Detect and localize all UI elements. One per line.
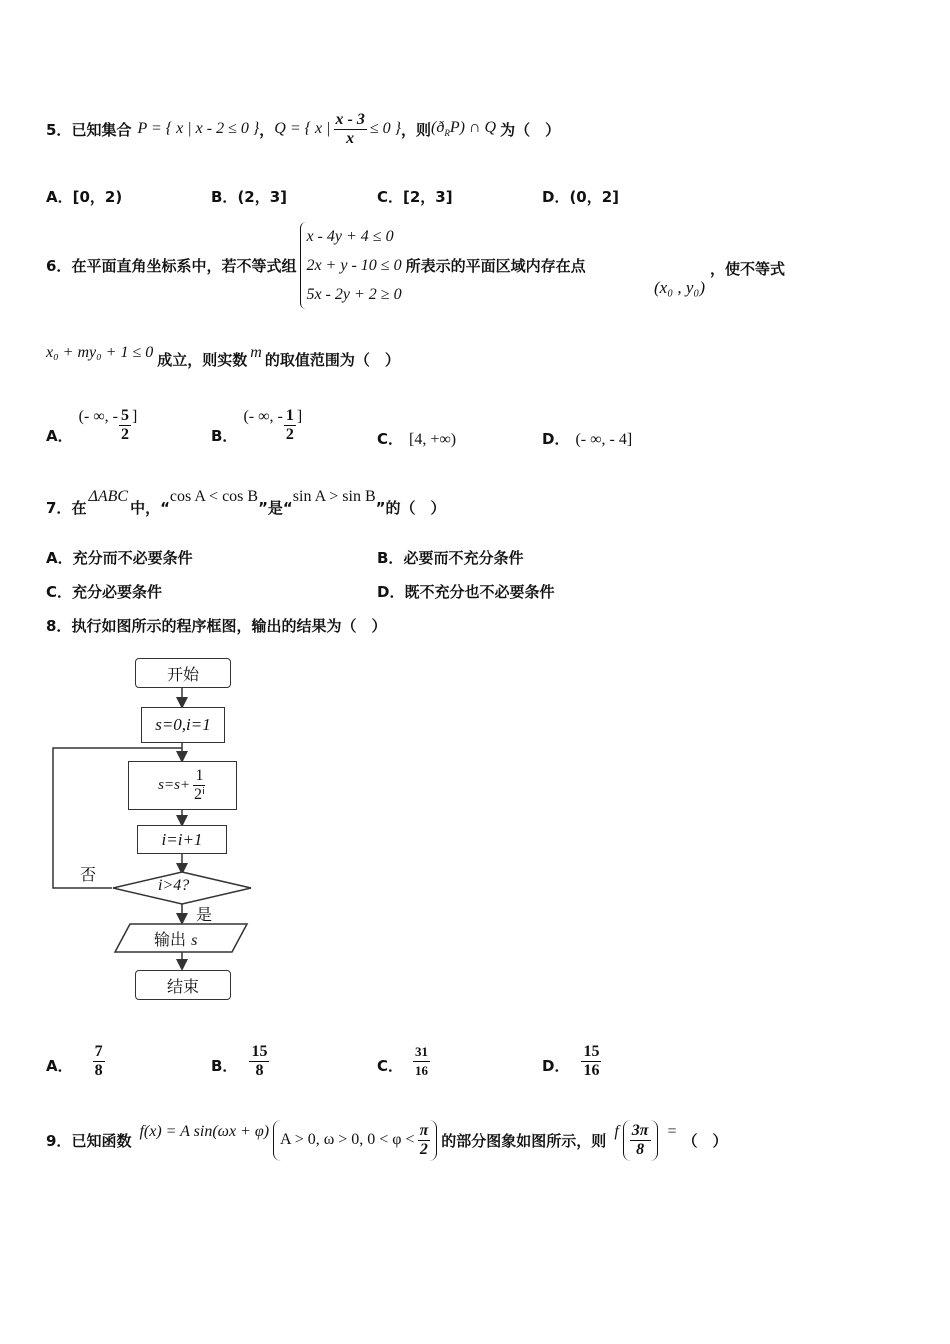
frac-num: 15	[583, 1043, 600, 1060]
q7-cond2: sin A > sin B	[292, 488, 376, 505]
q8-text: 执行如图所示的程序框图，输出的结果为（ ）	[71, 617, 387, 635]
flowchart-condition: i>4?	[158, 877, 190, 894]
q6-point: (x₀ , y₀)	[654, 278, 705, 297]
q8-number: 8．	[46, 617, 72, 635]
frac-den: 8	[94, 1062, 103, 1079]
option-label: D．	[542, 188, 570, 206]
q9-arg	[623, 1120, 658, 1161]
q5-expr-sub: R	[444, 128, 450, 139]
q6-number: 6．	[46, 256, 72, 275]
flowchart-update-frac	[192, 767, 207, 804]
option-label: A．	[46, 427, 73, 445]
option-text: 充分而不必要条件	[72, 549, 193, 567]
q8-option-b[interactable]	[211, 1030, 269, 1080]
q5-expr	[431, 119, 496, 138]
option-label: A．	[46, 188, 73, 206]
q5-comma: ，	[259, 120, 275, 139]
option-label: C．	[46, 583, 73, 601]
frac-den: 8	[636, 1140, 645, 1158]
option-label: B．	[377, 549, 404, 567]
q7-mid2: ”是“	[258, 499, 293, 517]
frac-num: 1	[195, 767, 204, 784]
option-label: A．	[46, 549, 73, 567]
q5-then: ，则	[401, 120, 432, 139]
q8-option-c[interactable]	[377, 1030, 430, 1080]
q7-tail: ”的（ ）	[375, 499, 446, 517]
q7-option-c[interactable]	[46, 581, 162, 602]
q5-set-p: P = { x | x - 2 ≤ 0 }	[137, 120, 260, 137]
option-text: 充分必要条件	[72, 583, 163, 601]
flowchart-increment: i=i+1	[137, 825, 227, 854]
q5-set-q-close: ≤ 0 }	[369, 120, 402, 137]
q5-set-q-fraction	[334, 111, 367, 148]
q9-number: 9．	[46, 1131, 72, 1150]
frac-den: 2	[121, 425, 129, 443]
q7-triangle: ΔABC	[88, 488, 129, 505]
flowchart-no-label: 否	[80, 865, 97, 884]
q8-option-d[interactable]	[542, 1030, 601, 1080]
q7-cond1: cos A < cos B	[169, 488, 259, 505]
option-pre: (- ∞, -	[78, 408, 118, 425]
option-label: D．	[377, 583, 405, 601]
option-label: C．	[377, 188, 404, 206]
q9-condition	[273, 1120, 437, 1161]
q5-frac-num: x - 3	[335, 110, 365, 128]
flowchart-update-pre: s=s+	[158, 777, 191, 793]
frac-den: 2	[285, 425, 294, 443]
option-text: [2，3]	[403, 188, 453, 206]
q7-mid1: 中，“	[130, 499, 170, 517]
option-text: (- ∞, - 4]	[575, 431, 633, 448]
q6-option-d[interactable]	[542, 428, 632, 449]
q5-expr-head: (ð	[431, 119, 445, 137]
option-text: [4, +∞)	[409, 431, 457, 448]
q5-stem	[46, 104, 560, 154]
q6-mid: 所表示的平面区域内存在点	[405, 256, 586, 275]
q6-tail2-b: 的取值范围为（ ）	[264, 350, 400, 369]
q6-lead: 在平面直角坐标系中，若不等式组	[71, 256, 297, 275]
q8-option-a[interactable]	[46, 1030, 105, 1080]
q8-stem	[46, 615, 386, 636]
option-fraction	[119, 407, 131, 444]
option-label: C．	[377, 430, 404, 448]
frac-num: 31	[413, 1043, 430, 1062]
flowchart-init: s=0,i=1	[141, 707, 225, 743]
option-post: ]	[296, 408, 303, 425]
option-text: 必要而不充分条件	[403, 549, 524, 567]
q9-cond-frac	[418, 1122, 431, 1159]
q6-tail1: ，使不等式	[710, 260, 786, 278]
frac-num: 1	[285, 406, 294, 424]
q5-number: 5．	[46, 120, 72, 139]
q6-var-m: m	[250, 344, 262, 361]
frac-den: 16	[583, 1062, 600, 1079]
option-label: D．	[542, 1057, 570, 1075]
option-label: C．	[377, 1057, 404, 1075]
option-text: [0，2)	[72, 188, 123, 206]
q6-option-c[interactable]	[377, 428, 456, 449]
q6-ineq-3: 5x - 2y + 2 ≥ 0	[306, 285, 402, 303]
flowchart-yes-label: 是	[196, 905, 213, 924]
option-text: 既不充分也不必要条件	[404, 583, 555, 601]
option-fraction	[93, 1043, 105, 1080]
frac-num: 15	[251, 1043, 268, 1060]
q9-stem	[46, 1114, 728, 1166]
q7-lead: 在	[71, 499, 87, 517]
q9-lead: 已知函数	[71, 1131, 132, 1150]
output-var: s	[191, 932, 198, 949]
option-fraction	[413, 1043, 430, 1080]
option-text: (0，2]	[569, 188, 620, 206]
q9-function: f(x) = A sin(ωx + φ)	[139, 1123, 270, 1140]
q5-option-c[interactable]	[377, 186, 453, 207]
q5-option-d[interactable]	[542, 186, 619, 207]
q6-stem-line2	[46, 344, 400, 374]
option-fraction	[284, 407, 296, 444]
frac-den: 2	[419, 1140, 428, 1158]
flowchart-end: 结束	[135, 970, 231, 1000]
q5-expr-tail: P) ∩ Q	[449, 119, 497, 137]
frac-den: 2ⁱ	[194, 786, 205, 803]
frac-den: 16	[415, 1063, 429, 1078]
frac-den: 8	[255, 1062, 264, 1079]
q6-option-a[interactable]	[46, 402, 137, 448]
q9-arg-frac	[630, 1122, 651, 1159]
flowchart-update	[128, 761, 237, 810]
q7-option-b[interactable]	[377, 547, 523, 568]
q9-cond-pre: A > 0, ω > 0, 0 < φ <	[280, 1131, 415, 1148]
frac-num: 3π	[631, 1121, 649, 1139]
q5-tail: 为（ ）	[500, 120, 561, 139]
q6-ineq-2: 2x + y - 10 ≤ 0	[306, 256, 402, 274]
q6-option-b[interactable]	[211, 402, 302, 448]
option-fraction	[581, 1043, 601, 1080]
flowchart-output	[154, 927, 197, 950]
option-label: B．	[211, 427, 238, 445]
q6-stem-line1	[46, 219, 586, 311]
flowchart-start: 开始	[135, 658, 231, 688]
q9-tail: （ ）	[682, 1131, 728, 1150]
option-text: (2，3]	[237, 188, 288, 206]
q6-condition: x₀ + my₀ + 1 ≤ 0	[46, 344, 154, 361]
q7-option-a[interactable]	[46, 547, 193, 568]
frac-num: 7	[94, 1043, 103, 1060]
q9-equals: =	[667, 1123, 677, 1140]
q6-tail2-a: 成立，则实数	[157, 350, 248, 369]
frac-num: π	[419, 1121, 429, 1139]
option-label: B．	[211, 1057, 238, 1075]
output-label: 输出	[154, 930, 187, 949]
option-label: D．	[542, 430, 570, 448]
frac-num: 5	[121, 406, 129, 424]
q9-f: f	[614, 1123, 619, 1140]
q9-mid: 的部分图象如图所示，则	[441, 1131, 607, 1150]
q5-option-a[interactable]	[46, 186, 122, 207]
q6-inequality-system	[300, 222, 401, 309]
q5-option-b[interactable]	[211, 186, 287, 207]
q7-option-d[interactable]	[377, 581, 554, 602]
q8-flowchart	[40, 650, 270, 1010]
q5-frac-den: x	[346, 129, 355, 147]
option-post: ]	[132, 408, 138, 425]
option-fraction	[249, 1043, 269, 1080]
option-label: A．	[46, 1057, 73, 1075]
q7-number: 7．	[46, 499, 72, 517]
q5-lead: 已知集合	[71, 120, 132, 139]
q6-ineq-1: x - 4y + 4 ≤ 0	[306, 227, 394, 245]
option-pre: (- ∞, -	[243, 408, 283, 425]
q5-set-q-open: Q = { x |	[274, 120, 331, 137]
option-label: B．	[211, 188, 238, 206]
q7-stem	[46, 486, 445, 518]
